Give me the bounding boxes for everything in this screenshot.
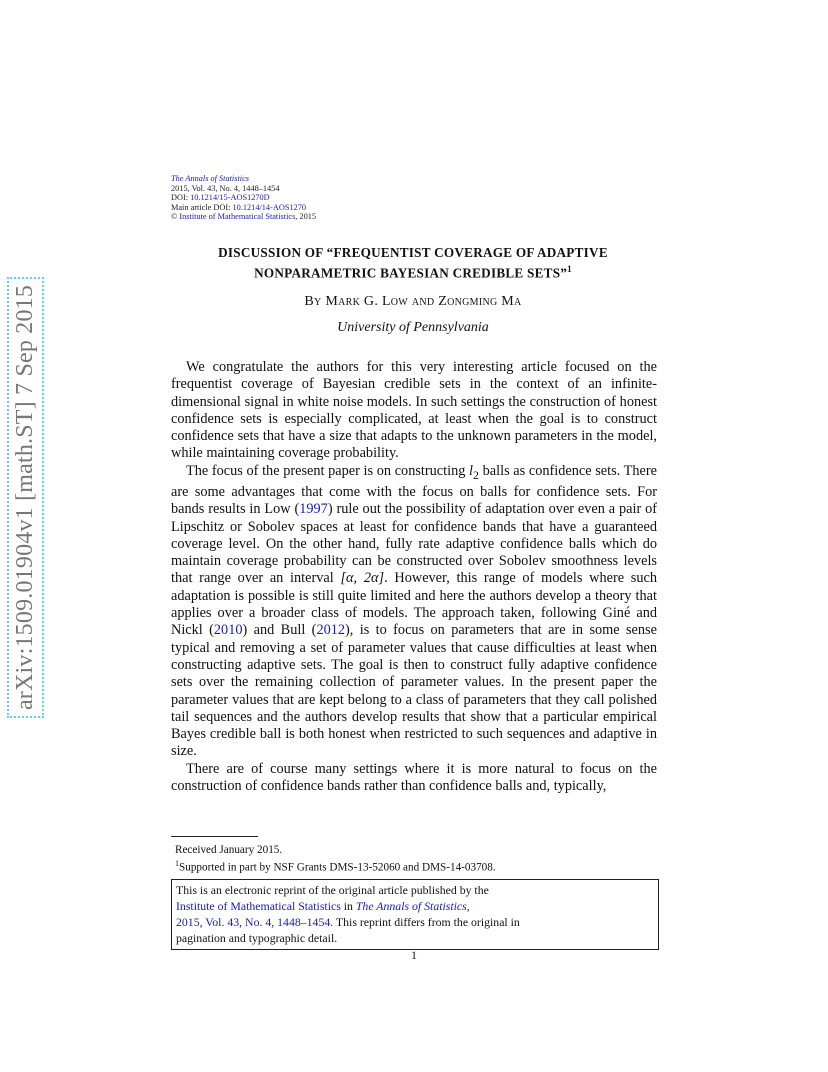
reprint-journal-link[interactable]: The Annals of Statistics (355, 899, 467, 913)
footnote-rule (171, 836, 258, 837)
doi-line: DOI: 10.1214/15-AOS1270D (171, 193, 270, 203)
citation-bull-2012[interactable]: 2012 (316, 622, 346, 639)
body-text (171, 359, 657, 795)
copyright-line: © Institute of Mathematical Statistics, 2015 (171, 212, 317, 222)
authors: By Mark G. Low and Zongming Ma (304, 294, 522, 309)
reprint-volume-link[interactable]: 2015, Vol. 43, No. 4, 1448–1454 (176, 915, 331, 929)
funding-footnote: $^1$Supported in part by NSF Grants DMS-13-52060 and DMS-14-03708. (175, 859, 496, 874)
journal-header (171, 174, 316, 222)
main-doi-line: Main article DOI: 10.1214/14-AOS1270 (171, 202, 307, 212)
paragraph-3: There are of course many settings where it is more natural to focus on the construction of confidence bands rather than confidence balls and, typically, (171, 760, 657, 794)
doi-link[interactable]: 10.1214/15-AOS1270D (190, 193, 270, 203)
affiliation: University of Pennsylvania (337, 320, 489, 335)
paragraph-2: The focus of the present paper is on constructing $l_2$ balls as confidence sets. There are some advantages that come with the focus on balls for confidence sets. For bands results in Low (1997) rule out the possibility of adaptation over even a pair of Lipschitz or Sobolev spaces at least for confidence bands that have a guaranteed coverage level. On the other hand, fully rate adaptive confidence balls which do maintain coverage probability can be constructed over Sobolev smoothness levels that range over an interval [α, 2α]. However, this range of models where such adaptation is possible is still quite limited and here the authors develop a theory that applies over a broader class of models. The approach taken, following Giné and Nickl (2010) and Bull (2012), is to focus on parameters that are in some sense typical and removing a set of parameter values that cause difficulties at least when constructing adaptive sets. The goal is then to construct fully adaptive confidence sets over the remaining collection of parameter values. In the present paper the parameter values that are kept belong to a class of parameters that they call polished tail sequences and the authors develop results that show that a particular empirical Bayes credible ball is both honest when restricted to such sequences and adaptive in size. (171, 462, 657, 760)
reprint-institute-link[interactable]: Institute of Mathematical Statistics (176, 899, 341, 913)
journal-name[interactable]: The Annals of Statistics (171, 174, 249, 183)
footnotes (171, 843, 657, 875)
arxiv-stamp-text: arXiv:1509.01904v1 [math.ST] 7 Sep 2015 (8, 277, 45, 718)
received-date: Received January 2015. (175, 844, 283, 856)
title-footnote-mark[interactable]: 1 (567, 264, 572, 274)
paragraph-1: We congratulate the authors for this very interesting article focused on the frequentist coverage of Bayesian credible sets in the context of an infinite-dimensional signal in white noise models. In such settings the construction of honest confidence sets is especially complicated, at least when the goal is to construct confidence sets that have a size that adapts to the unknown parameters in the model, while maintaining coverage probability. (171, 359, 657, 462)
citation-gine-nickl-2010[interactable]: 2010 (213, 622, 243, 639)
paper-title: DISCUSSION OF “FREQUENTIST COVERAGE OF ADAPTIVE NONPARAMETRIC BAYESIAN CREDIBLE SETS”$^1$ (218, 245, 608, 281)
page-number: 1 (411, 950, 417, 962)
reprint-notice-box: This is an electronic reprint of the original article published by the Institute of Mathematical Statistics in The Annals of Statistics, 2015, Vol. 43, No. 4, 1448–1454. This reprint differs from the original in pagination and typographic detail. (171, 879, 659, 950)
journal-volume: 2015, Vol. 43, No. 4, 1448–1454 (171, 183, 280, 193)
institute-link[interactable]: Institute of Mathematical Statistics (179, 212, 296, 222)
citation-low-1997[interactable]: 1997 (299, 501, 328, 518)
arxiv-stamp (2, 255, 50, 740)
main-doi-link[interactable]: 10.1214/14-AOS1270 (232, 202, 307, 212)
